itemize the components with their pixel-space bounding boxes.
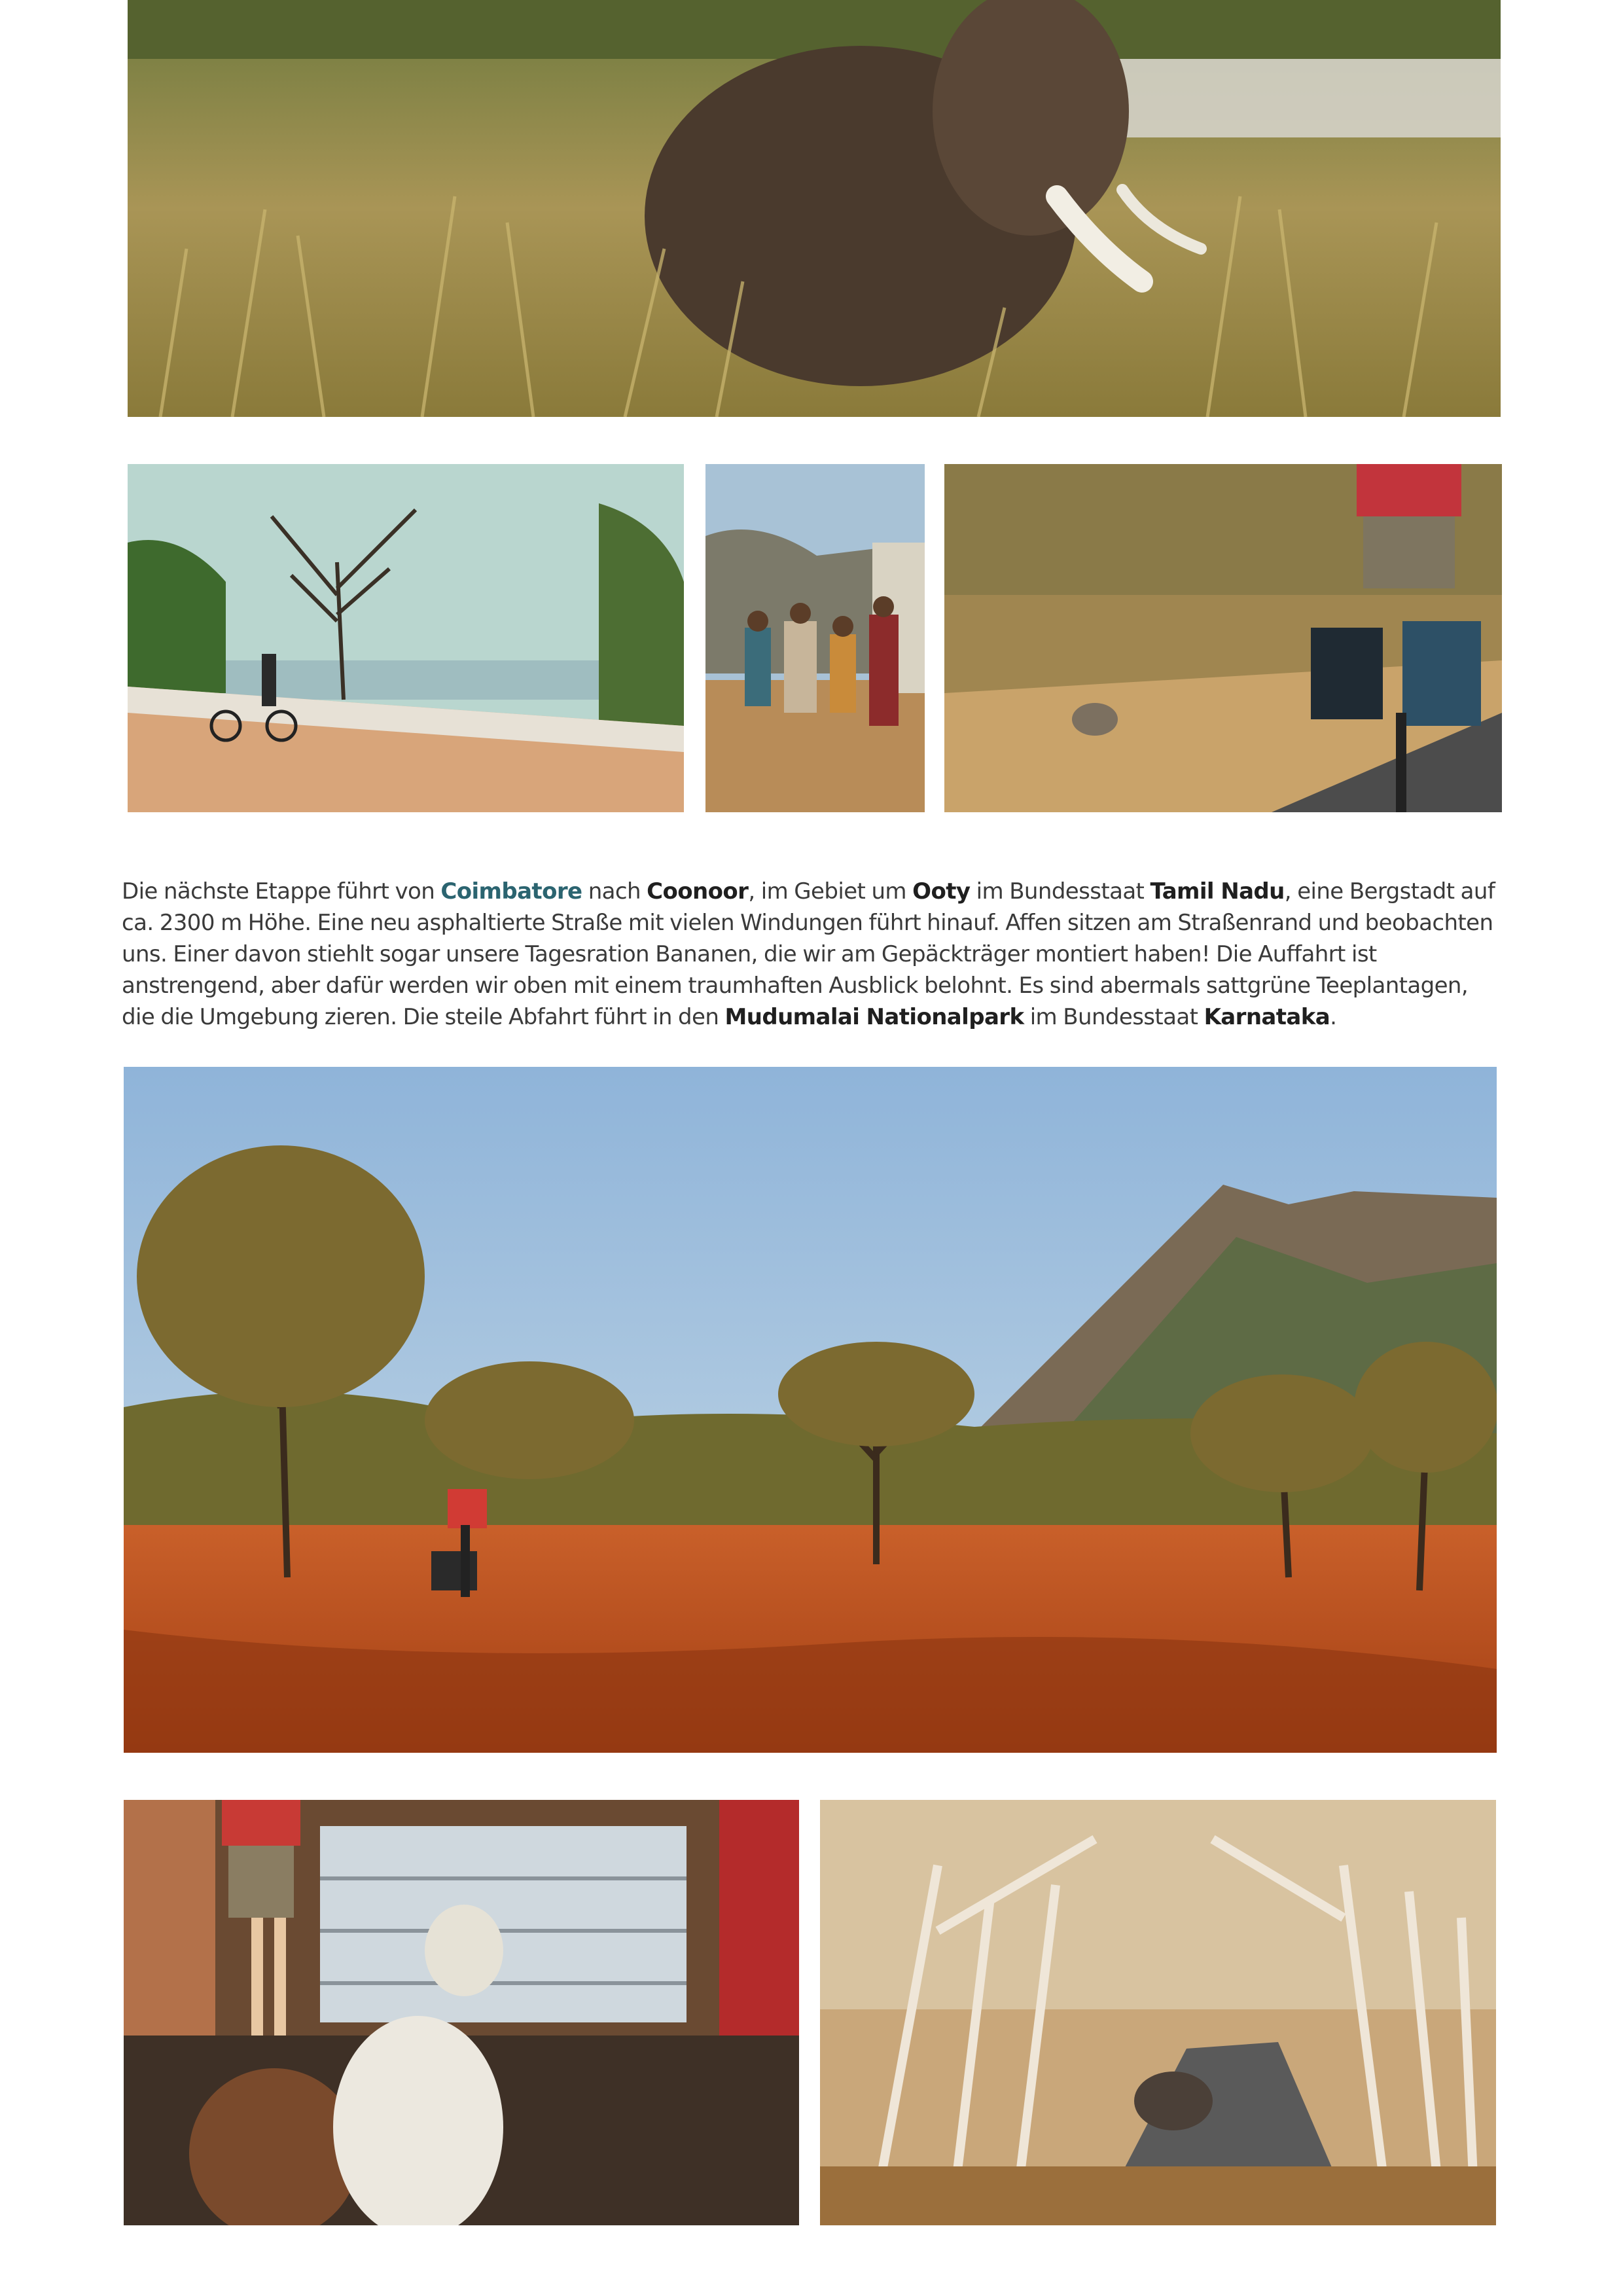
photo-red-road-mountain xyxy=(124,1067,1497,1753)
text-segment: im Bundesstaat xyxy=(1024,1004,1204,1030)
text-segment: , im Gebiet um xyxy=(748,878,913,905)
photo-elephant-forest-road xyxy=(820,1800,1496,2225)
place-coonoor: Coonoor xyxy=(647,878,749,905)
photo-villagers xyxy=(705,464,925,812)
photo-cyclist-monkey xyxy=(944,464,1502,812)
photo-cows-shop xyxy=(124,1800,799,2225)
place-tamil-nadu: Tamil Nadu xyxy=(1150,878,1285,905)
text-segment: im Bundesstaat xyxy=(970,878,1150,905)
place-mudumalai: Mudumalai Nationalpark xyxy=(724,1004,1024,1030)
text-segment: . xyxy=(1330,1004,1337,1030)
place-ooty: Ooty xyxy=(912,878,971,905)
text-segment: , eine Bergstadt auf ca. 2300 m Höhe. Eine neu asphaltierte Straße mit vielen Windungen führt hinauf. Affen sitzen am Straßenrand und beobachten uns. Einer davon stiehlt sogar unsere Tagesration Bananen, die wir am Gepäckträger montiert haben! Die Auffahrt ist anstrengend, aber dafür werden wir oben mit einem traumhaften Ausblick belohnt. Es sind abermals sattgrüne Teeplantagen, die die Umgebung zieren. Die steile Abfahrt führt in den xyxy=(122,878,1495,1030)
text-segment: nach xyxy=(582,878,647,905)
article-paragraph xyxy=(122,876,1496,1033)
photo-elephant-grass xyxy=(128,0,1501,417)
text-segment: Die nächste Etappe führt von xyxy=(122,878,441,905)
photo-cyclist-hill-road xyxy=(128,464,684,812)
place-karnataka: Karnataka xyxy=(1204,1004,1330,1030)
place-coimbatore: Coimbatore xyxy=(440,878,582,905)
